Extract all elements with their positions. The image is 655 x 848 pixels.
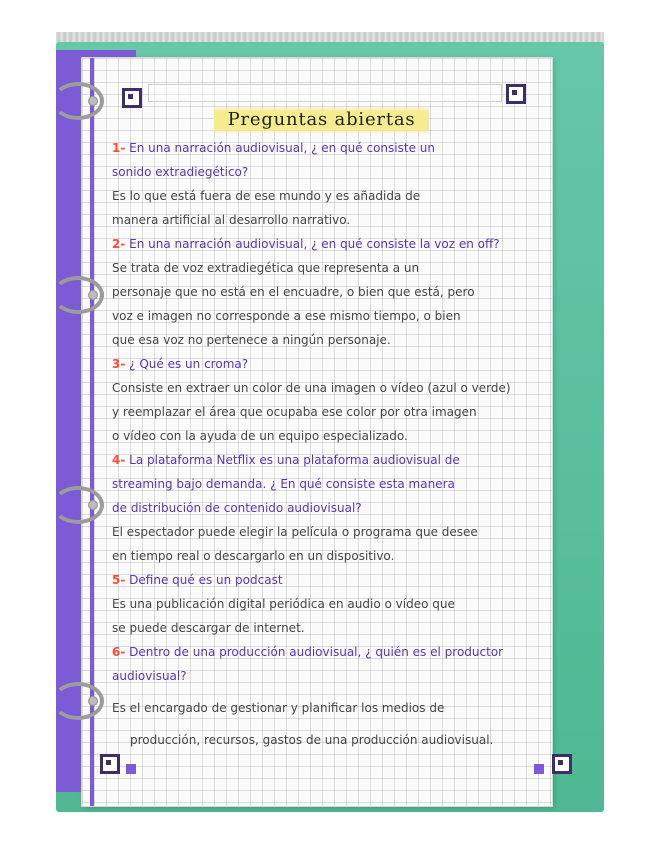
- purple-square-bottom-right: [534, 764, 544, 774]
- line-text: En una narración audiovisual, ¿ en qué consiste un: [129, 141, 435, 155]
- punch-hole-2: [88, 290, 98, 300]
- corner-mark-top-right: [506, 84, 526, 104]
- line-text: voz e imagen no corresponde a ese mismo tiempo, o bien: [112, 309, 461, 323]
- line-text: que esa voz no pertenece a ningún personaje.: [112, 333, 391, 347]
- line-23: [112, 668, 187, 684]
- corner-mark-bottom-right: [552, 754, 572, 774]
- corner-mark-bottom-left: [100, 754, 120, 774]
- line-text: audiovisual?: [112, 669, 187, 683]
- line-text: Es el encargado de gestionar y planificar los medios de: [112, 701, 445, 715]
- line-12: [112, 404, 477, 420]
- line-19: [112, 572, 283, 588]
- line-3: [112, 188, 420, 204]
- line-text: Es lo que está fuera de ese mundo y es añadida de: [112, 189, 421, 203]
- line-14: [112, 452, 460, 468]
- line-text: ¿ Qué es un croma?: [129, 357, 249, 371]
- corner-mark-top-left: [122, 88, 142, 108]
- question-number: 4-: [112, 453, 126, 467]
- line-21: [112, 620, 305, 636]
- line-7: [112, 284, 475, 300]
- line-8: [112, 308, 461, 324]
- line-5: [112, 236, 500, 252]
- line-17: [112, 524, 478, 540]
- line-text: sonido extradiegético?: [112, 165, 249, 179]
- question-number: 1-: [112, 141, 126, 155]
- sheet-header-box: [148, 84, 502, 102]
- line-24: [112, 700, 444, 716]
- line-text: Define qué es un podcast: [129, 573, 283, 587]
- line-text: En una narración audiovisual, ¿ en qué consiste la voz en off?: [129, 237, 500, 251]
- line-10: [112, 356, 248, 372]
- line-text: producción, recursos, gastos de una producción audiovisual.: [130, 733, 494, 747]
- line-text: manera artificial al desarrollo narrativo.: [112, 213, 351, 227]
- question-number: 3-: [112, 357, 126, 371]
- punch-hole-3: [88, 500, 98, 510]
- line-4: [112, 212, 350, 228]
- question-number: 5-: [112, 573, 126, 587]
- line-text: Es una publicación digital periódica en audio o vídeo que: [112, 597, 455, 611]
- line-text: Dentro de una producción audiovisual, ¿ quién es el productor: [129, 645, 504, 659]
- line-11: [112, 380, 511, 396]
- line-2: [112, 164, 248, 180]
- line-text: streaming bajo demanda. ¿ En qué consiste esta manera: [112, 477, 455, 491]
- line-text: de distribución de contenido audiovisual?: [112, 501, 362, 515]
- line-text: personaje que no está en el encuadre, o bien que está, pero: [112, 285, 475, 299]
- question-number: 2-: [112, 237, 126, 251]
- line-18: [112, 548, 394, 564]
- line-text: en tiempo real o descargarlo en un dispositivo.: [112, 549, 395, 563]
- line-text: Se trata de voz extradiegética que representa a un: [112, 261, 420, 275]
- page-title: Preguntas abiertas: [214, 106, 429, 134]
- line-22: [112, 644, 503, 660]
- line-text: La plataforma Netflix es una plataforma audiovisual de: [129, 453, 460, 467]
- line-text: Consiste en extraer un color de una imagen o vídeo (azul o verde): [112, 381, 511, 395]
- line-9: [112, 332, 391, 348]
- line-13: [112, 428, 408, 444]
- punch-hole-4: [88, 696, 98, 706]
- line-text: o vídeo con la ayuda de un equipo especializado.: [112, 429, 408, 443]
- purple-square-bottom-left: [126, 764, 136, 774]
- line-6: [112, 260, 419, 276]
- line-text: El espectador puede elegir la película o programa que desee: [112, 525, 478, 539]
- line-text: y reemplazar el área que ocupaba ese color por otra imagen: [112, 405, 477, 419]
- line-25: [130, 732, 493, 748]
- line-1: [112, 140, 435, 156]
- question-number: 6-: [112, 645, 126, 659]
- line-16: [112, 500, 362, 516]
- line-20: [112, 596, 455, 612]
- punch-hole-1: [88, 96, 98, 106]
- line-text: se puede descargar de internet.: [112, 621, 305, 635]
- line-15: [112, 476, 455, 492]
